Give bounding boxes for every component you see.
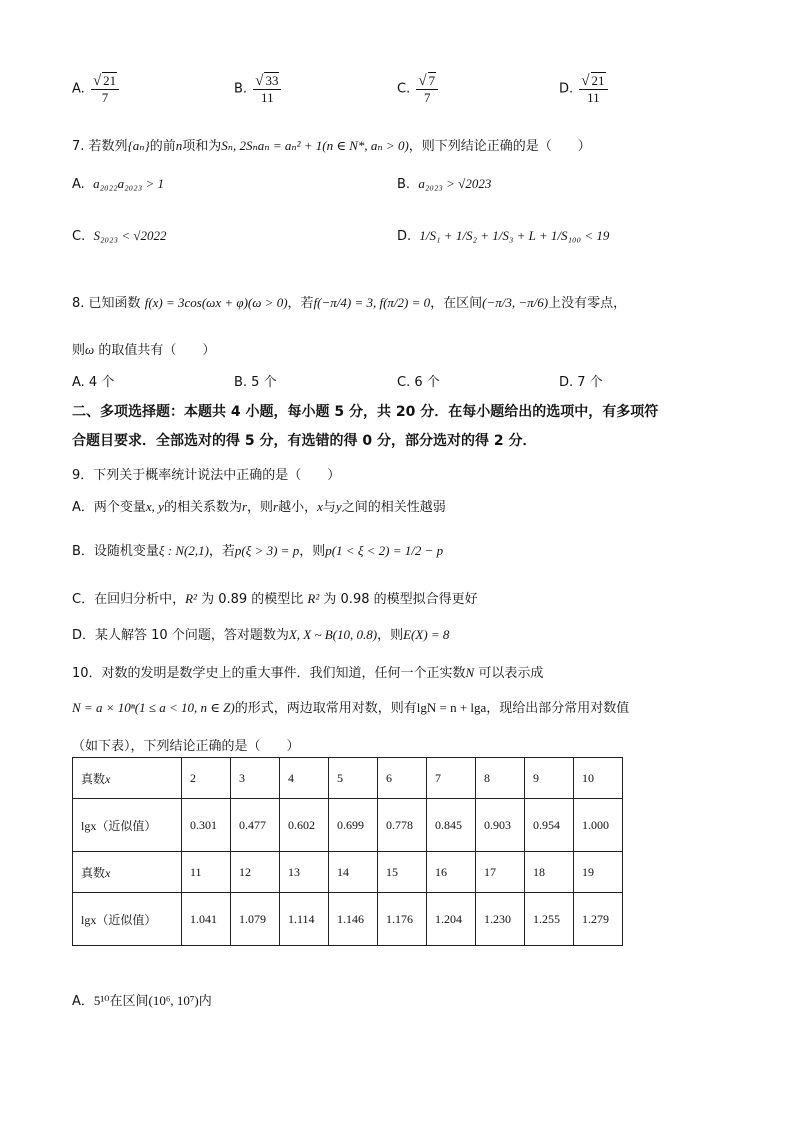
table-cell: 1.204 [427, 893, 476, 946]
table-cell: 6 [378, 758, 427, 799]
table-cell: 0.903 [476, 799, 525, 852]
table-cell: 0.301 [182, 799, 231, 852]
table-cell: 14 [329, 852, 378, 893]
table-cell: 10 [574, 758, 623, 799]
table-cell: 2 [182, 758, 231, 799]
q6-d-fraction: $\frac{√ 21}{11}$ [579, 72, 607, 106]
q8-option-d: D. 7 个 [559, 375, 603, 390]
table-cell: 0.477 [231, 799, 280, 852]
q9-option-a: A．两个变量x, y的相关系数为r，则r越小，x与y之间的相关性越弱 [72, 499, 446, 515]
table-cell: 1.255 [525, 893, 574, 946]
table-cell: 13 [280, 852, 329, 893]
q7-formula: Sₙ, 2Sₙaₙ = aₙ² + 1(n ∈ N*, aₙ > 0) [221, 138, 409, 153]
q10-line2: N = a × 10ⁿ(1 ≤ a < 10, n ∈ Z)的形式，两边取常用对数，则有lgN = n + lga，现给出部分常用对数值 [72, 700, 630, 716]
q8-stem-line2: 则ω 的取值共有（ ） [72, 342, 216, 358]
section2-line1: 二、多项选择题：本题共 4 小题，每小题 5 分，共 20 分．在每小题给出的选项中，有多项符 [72, 404, 659, 420]
table-cell: 9 [525, 758, 574, 799]
q8-stem: 8. 已知函数 f(x) = 3cos(ωx + φ)(ω > 0)，若f(−π/4) = 3, f(π/2) = 0，在区间(−π/3, −π/6)上没有零点， [72, 295, 627, 311]
q6-option-b: B. $\frac{√ 33}{11}$ [234, 72, 283, 106]
table-cell: 12 [231, 852, 280, 893]
table-cell: 3 [231, 758, 280, 799]
q9-option-d: D．某人解答 10 个问题，答对题数为X, X ~ B(10, 0.8)，则E(X) = 8 [72, 627, 450, 643]
q8-option-b: B. 5 个 [234, 375, 277, 390]
q6-c-fraction: $\frac{√ 7}{7}$ [416, 72, 438, 106]
table-cell: 1.079 [231, 893, 280, 946]
table-row [73, 852, 623, 893]
table-cell: 11 [182, 852, 231, 893]
q9-stem: 9．下列关于概率统计说法中正确的是（ ） [72, 468, 341, 483]
table-cell: 1.230 [476, 893, 525, 946]
q7-option-d: D. 1/S₁ + 1/S₂ + 1/S₃ + L + 1/S₁₀₀ < 19 [397, 228, 610, 244]
table-cell: 1.114 [280, 893, 329, 946]
table-cell: 4 [280, 758, 329, 799]
table-cell: 1.279 [574, 893, 623, 946]
q8-option-a: A. 4 个 [72, 375, 115, 390]
log-table [72, 757, 623, 946]
table-cell: 7 [427, 758, 476, 799]
q7-option-c: C. S₂₀₂₃ < √2022 [72, 228, 167, 244]
table-cell: 0.954 [525, 799, 574, 852]
table-cell: 0.602 [280, 799, 329, 852]
q8-option-c: C. 6 个 [397, 375, 440, 390]
table-header-x: 真数x [73, 758, 182, 799]
q6-option-c: C. $\frac{√ 7}{7}$ [397, 72, 440, 106]
table-cell: 16 [427, 852, 476, 893]
table-row [73, 893, 623, 946]
q6-b-fraction: $\frac{√ 33}{11}$ [253, 72, 281, 106]
table-cell: 0.845 [427, 799, 476, 852]
table-cell: 5 [329, 758, 378, 799]
section2-line2: 合题目要求．全部选对的得 5 分，有选错的得 0 分，部分选对的得 2 分． [72, 433, 537, 449]
table-header-x: 真数x [73, 852, 182, 893]
table-cell: 1.146 [329, 893, 378, 946]
table-cell: 1.000 [574, 799, 623, 852]
q9-option-b: B．设随机变量ξ : N(2,1)，若p(ξ > 3) = p，则p(1 < ξ < 2) = 1/2 − p [72, 543, 444, 559]
table-cell: 17 [476, 852, 525, 893]
q6-option-d: D. $\frac{√ 21}{11}$ [559, 72, 610, 106]
table-row [73, 758, 623, 799]
q6-option-a: A. $\frac{√ 21}{7}$ [72, 72, 121, 106]
q10-option-a: A．5¹⁰在区间(10⁶, 10⁷)内 [72, 993, 212, 1009]
table-cell: 1.176 [378, 893, 427, 946]
q7-option-a: A. a₂₀₂₂a₂₀₂₃ > 1 [72, 176, 164, 192]
table-cell: 19 [574, 852, 623, 893]
table-row [73, 799, 623, 852]
q10-line3: （如下表），下列结论正确的是（ ） [72, 739, 300, 754]
q10-line1: 10．对数的发明是数学史上的重大事件．我们知道，任何一个正实数N 可以表示成 [72, 665, 544, 681]
table-cell: 0.778 [378, 799, 427, 852]
q7-option-b: B. a₂₀₂₃ > √2023 [397, 176, 492, 192]
table-cell: 1.041 [182, 893, 231, 946]
q9-option-c: C．在回归分析中，R² 为 0.89 的模型比 R² 为 0.98 的模型拟合得更好 [72, 591, 478, 607]
q6-a-fraction: $\frac{√ 21}{7}$ [91, 72, 119, 106]
q7-stem: 7. 若数列{aₙ}的前n项和为Sₙ, 2Sₙaₙ = aₙ² + 1(n ∈ N*, aₙ > 0)，则下列结论正确的是（ ） [72, 138, 591, 154]
table-cell: 8 [476, 758, 525, 799]
table-cell: 15 [378, 852, 427, 893]
table-cell: 18 [525, 852, 574, 893]
table-header-lg: lgx（近似值） [73, 799, 182, 852]
table-cell: 0.699 [329, 799, 378, 852]
table-header-lg: lgx（近似值） [73, 893, 182, 946]
